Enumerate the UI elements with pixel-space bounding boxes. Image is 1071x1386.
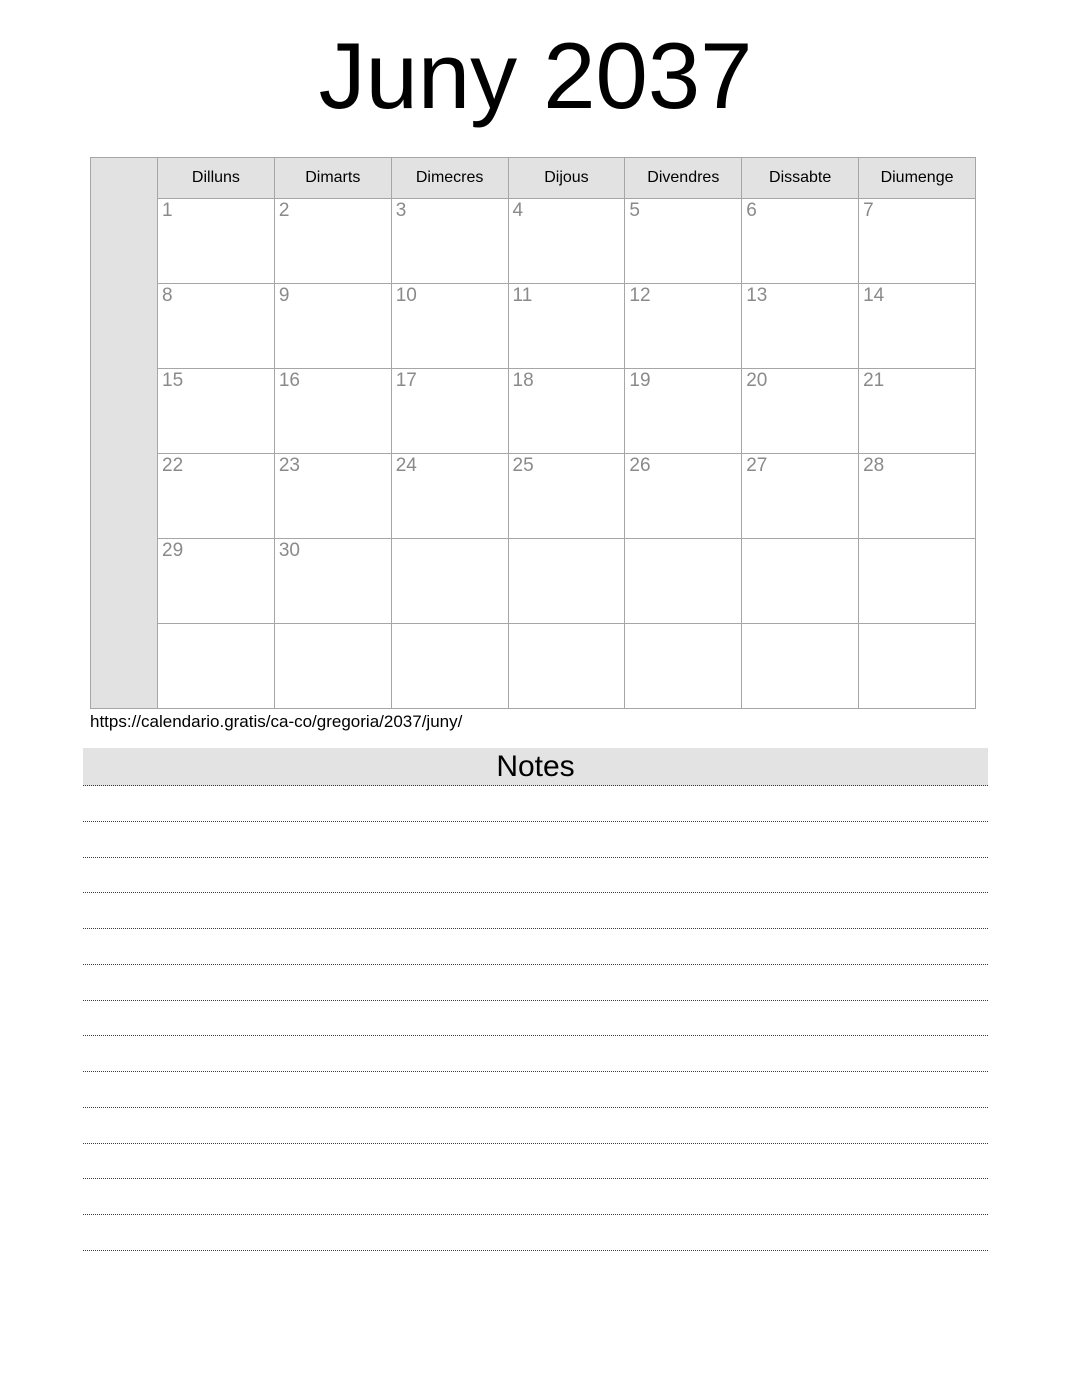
notes-section — [83, 748, 988, 1251]
calendar-day-cell: 22 — [158, 454, 275, 539]
calendar-day-cell: 8 — [158, 284, 275, 369]
calendar-day-cell: 9 — [274, 284, 391, 369]
weekday-header: Dimecres — [391, 158, 508, 199]
note-line — [83, 1108, 988, 1144]
note-line — [83, 1215, 988, 1251]
calendar-empty-cell — [859, 539, 976, 624]
weekday-header: Divendres — [625, 158, 742, 199]
calendar-day-cell: 23 — [274, 454, 391, 539]
calendar-day-cell: 24 — [391, 454, 508, 539]
calendar-day-cell: 5 — [625, 199, 742, 284]
calendar-day-cell: 12 — [625, 284, 742, 369]
source-url-text: https://calendario.gratis/ca-co/gregoria/2037/juny/ — [90, 712, 463, 731]
calendar-day-cell: 2 — [274, 199, 391, 284]
calendar-day-cell: 20 — [742, 369, 859, 454]
calendar-day-cell: 13 — [742, 284, 859, 369]
calendar-day-cell: 3 — [391, 199, 508, 284]
calendar-header-row — [91, 158, 976, 199]
calendar-day-cell: 28 — [859, 454, 976, 539]
calendar-empty-cell — [625, 539, 742, 624]
calendar-day-cell: 17 — [391, 369, 508, 454]
calendar-day-cell: 1 — [158, 199, 275, 284]
calendar-day-cell: 27 — [742, 454, 859, 539]
calendar-day-cell: 14 — [859, 284, 976, 369]
calendar-day-cell: 21 — [859, 369, 976, 454]
note-line — [83, 929, 988, 965]
calendar-day-cell: 10 — [391, 284, 508, 369]
weekday-header: Dissabte — [742, 158, 859, 199]
calendar-week-row — [91, 454, 976, 539]
calendar-empty-cell — [742, 539, 859, 624]
calendar-empty-cell — [859, 624, 976, 709]
calendar-day-cell: 19 — [625, 369, 742, 454]
calendar-table — [90, 157, 976, 709]
calendar-empty-cell — [508, 539, 625, 624]
calendar-week-row — [91, 539, 976, 624]
note-line — [83, 1001, 988, 1037]
calendar-empty-cell — [625, 624, 742, 709]
calendar-day-cell: 25 — [508, 454, 625, 539]
note-line — [83, 965, 988, 1001]
calendar-week-row — [91, 284, 976, 369]
note-line — [83, 1072, 988, 1108]
calendar-empty-cell — [391, 624, 508, 709]
weekday-header: Diumenge — [859, 158, 976, 199]
note-line — [83, 1179, 988, 1215]
note-line — [83, 1144, 988, 1180]
notes-lines — [83, 786, 988, 1251]
calendar-day-cell: 4 — [508, 199, 625, 284]
note-line — [83, 822, 988, 858]
calendar-week-row — [91, 199, 976, 284]
calendar-day-cell: 29 — [158, 539, 275, 624]
calendar-week-row — [91, 369, 976, 454]
calendar-day-cell: 15 — [158, 369, 275, 454]
weekday-header: Dimarts — [274, 158, 391, 199]
calendar-day-cell: 11 — [508, 284, 625, 369]
page-title: Juny 2037 — [318, 23, 753, 128]
calendar-day-cell: 16 — [274, 369, 391, 454]
notes-title: Notes — [83, 748, 988, 786]
calendar-day-cell: 30 — [274, 539, 391, 624]
calendar-week-row — [91, 624, 976, 709]
calendar-day-cell: 18 — [508, 369, 625, 454]
calendar-day-cell: 7 — [859, 199, 976, 284]
calendar-empty-cell — [158, 624, 275, 709]
weekday-header: Dijous — [508, 158, 625, 199]
calendar-body — [91, 158, 976, 709]
calendar-empty-cell — [274, 624, 391, 709]
calendar-day-cell: 6 — [742, 199, 859, 284]
note-line — [83, 893, 988, 929]
note-line — [83, 786, 988, 822]
calendar-empty-cell — [508, 624, 625, 709]
week-number-gutter — [91, 158, 158, 709]
calendar-empty-cell — [742, 624, 859, 709]
calendar-day-cell: 26 — [625, 454, 742, 539]
note-line — [83, 1036, 988, 1072]
note-line — [83, 858, 988, 894]
weekday-header: Dilluns — [158, 158, 275, 199]
calendar-empty-cell — [391, 539, 508, 624]
